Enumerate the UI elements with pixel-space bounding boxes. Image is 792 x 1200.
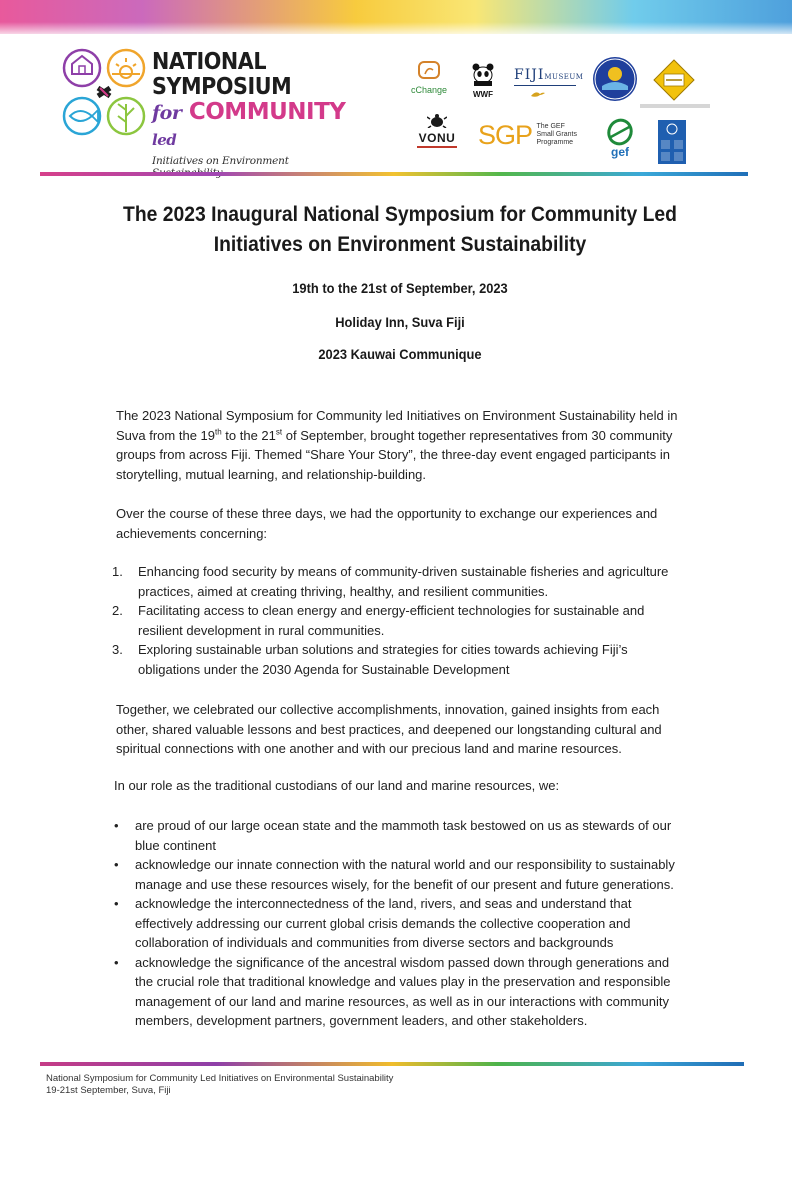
logo-wordmark: [152, 50, 360, 179]
museum-bird-icon: [530, 89, 546, 99]
list-item: • acknowledge our innate connection with the natural world and our responsibility to sustainably manage and use these resources wisely, for the benefit of our present and future generations.: [114, 857, 675, 892]
logo-emblem-icon: [60, 44, 152, 156]
cchange-logo: cChange: [405, 60, 453, 95]
list-item: • acknowledge the significance of the ancestral wisdom passed down through generations and the crucial role that traditional knowledge and values play in the preservation and responsible management of our land and marine resources, as well as in our interactions with community members, development partners, government leaders, and other stakeholders.: [114, 954, 671, 1028]
yellow-emblem-icon: [652, 58, 696, 102]
wwf-logo: WWF: [468, 62, 498, 99]
logo-led: led: [152, 131, 177, 149]
logo-for: for: [152, 102, 182, 124]
logo-community: COMMUNITY: [188, 99, 346, 125]
title-line-2: Initiatives on Environment Sustainability: [213, 233, 587, 256]
undp-logo-icon: [658, 120, 686, 164]
panda-icon: [470, 62, 496, 86]
communique-title: 2023 Kauwai Communique: [318, 346, 482, 362]
government-seal-icon: [592, 56, 638, 102]
bullet-list: [112, 816, 684, 1031]
vonu-logo: VONU: [414, 114, 460, 148]
logo-subtitle: Initiatives on Environment: [152, 155, 289, 167]
list-item: 1. Enhancing food security by means of community-driven sustainable fisheries and agriculture practices, aimed at creating thriving, healthy, and resilient communities.: [112, 564, 669, 599]
footer-line-1: National Symposium for Community Led Initiatives on Environmental Sustainability: [46, 1073, 394, 1084]
list-item: 3. Exploring sustainable urban solutions and strategies for cities towards achieving Fiji’s obligations under the 2030 Agenda for Sustainable Development: [112, 642, 628, 677]
symposium-logo: [60, 44, 360, 167]
list-item: • are proud of our large ocean state and the mammoth task bestowed on us as stewards of our blue continent: [114, 818, 672, 853]
sgp-logo: SGP The GEF Small Grants Programme: [478, 120, 577, 150]
intro-paragraph: The 2023 National Symposium for Community led Initiatives on Environment Sustainability held in Suva from the 19th to the 21st of September, brought together representatives from 30 community groups from across Fiji. Themed “Share Your Story”, the three-day event engaged participants in storytelling, mutual learning, and relationship-building.: [116, 408, 678, 482]
gef-swoosh-icon: [605, 118, 635, 148]
logo-line-national: NATIONAL: [152, 49, 267, 75]
list-item: 2. Facilitating access to clean energy and energy-efficient technologies for sustainable and resilient development in rural communities.: [112, 603, 645, 638]
event-venue: Holiday Inn, Suva Fiji: [335, 314, 465, 330]
turtle-icon: [427, 114, 447, 128]
header-divider: [40, 172, 748, 176]
cchange-icon: [416, 60, 442, 82]
numbered-list: [112, 562, 682, 679]
footer-line-2: 19-21st September, Suva, Fiji: [46, 1085, 171, 1096]
paragraph-custodians: In our role as the traditional custodians of our land and marine resources, we:: [114, 778, 560, 793]
paragraph-exchange: Over the course of these three days, we had the opportunity to exchange our experiences and achievements concerning:: [116, 506, 658, 541]
fiji-museum-logo: FIJIMUSEUM: [514, 66, 584, 104]
page-footer: [46, 1073, 393, 1097]
document-title: [115, 200, 685, 260]
paragraph-celebration: Together, we celebrated our collective accomplishments, innovation, gained insights from each other, shared valuable lessons and best practices, and deepened our longstanding cultural and spiritual connections with one another and with our precious land and marine resources.: [116, 702, 662, 756]
title-line-1: The 2023 Inaugural National Symposium for Community Led: [123, 203, 677, 226]
event-dates: 19th to the 21st of September, 2023: [292, 280, 508, 296]
gef-logo: gef: [602, 118, 638, 159]
list-item: • acknowledge the interconnectedness of the land, rivers, and seas and understand that effectively addressing our current global crisis demands the collective cooperation and collaboration of individuals and communities from diverse sectors and backgrounds: [114, 896, 632, 950]
logo-line-symposium: SYMPOSIUM: [152, 74, 292, 100]
footer-divider: [40, 1062, 744, 1066]
